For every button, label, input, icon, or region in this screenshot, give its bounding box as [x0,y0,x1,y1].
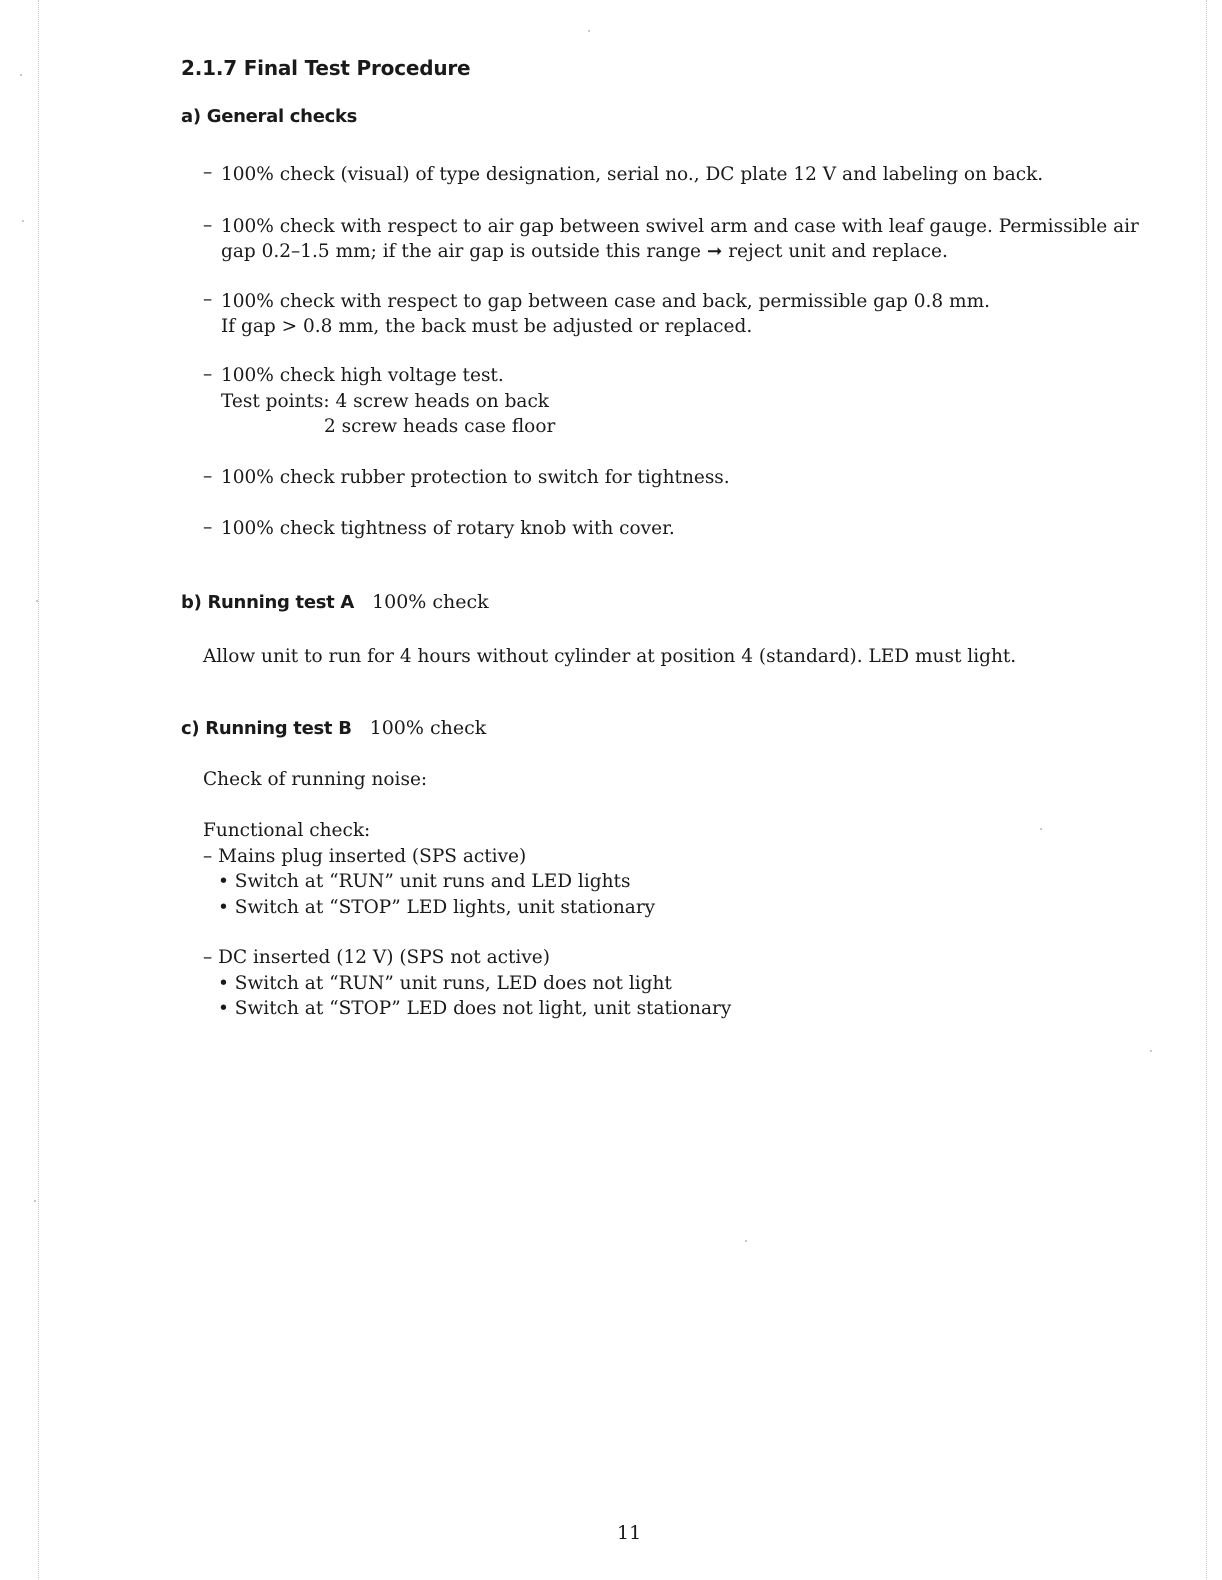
dash: – [203,215,213,236]
running-test-a-note: 100% check [372,591,489,613]
scan-edge-left [38,0,40,1580]
dash: – [203,517,213,538]
scan-speck [36,600,38,602]
item-line: Test points: 4 screw heads on back [221,391,550,412]
scan-speck [20,74,22,76]
item-line: 100% check with respect to air gap between swivel arm and case with leaf gauge. Permissible air [221,216,1139,237]
dash: – [203,289,213,310]
scan-speck [588,30,590,32]
item-line: gap 0.2–1.5 mm; if the air gap is outside this range ➞ reject unit and replace. [221,241,948,262]
dc-inserted-line: – DC inserted (12 V) (SPS not active) [203,947,550,968]
running-test-a-heading [181,591,489,613]
section-title: 2.1.7 Final Test Procedure [181,56,471,80]
scan-speck [22,220,24,222]
general-checks-heading: a) General checks [181,106,358,127]
item-line: 100% check tightness of rotary knob with cover. [221,518,675,539]
dash: – [203,466,213,487]
running-test-b-note: 100% check [369,717,487,739]
mains-plug-line: – Mains plug inserted (SPS active) [203,846,527,867]
scan-edge-right [1206,0,1208,1580]
item-line: 100% check with respect to gap between case and back, permissible gap 0.8 mm. [221,291,991,312]
running-test-a-label: b) Running test A [181,592,355,613]
running-test-a-text: Allow unit to run for 4 hours without cylinder at position 4 (standard). LED must light. [203,646,1017,667]
scan-speck [1150,1050,1152,1052]
item-line: 100% check high voltage test. [221,365,504,386]
mains-bullet-run: • Switch at “RUN” unit runs and LED lights [218,871,631,892]
running-test-b-label: c) Running test B [181,718,352,739]
item-line: 100% check rubber protection to switch for tightness. [221,467,730,488]
functional-check-text: Functional check: [203,820,371,841]
item-line: 2 screw heads case floor [324,416,556,437]
item-line: 100% check (visual) of type designation, serial no., DC plate 12 V and labeling on back. [221,164,1044,185]
item-line: If gap > 0.8 mm, the back must be adjusted or replaced. [221,316,753,337]
scan-speck [34,1200,36,1202]
scan-speck [1040,828,1042,830]
page-number: 11 [617,1522,642,1544]
dc-bullet-run: • Switch at “RUN” unit runs, LED does not light [218,973,672,994]
dc-bullet-stop: • Switch at “STOP” LED does not light, unit stationary [218,998,732,1019]
running-test-b-heading [181,717,486,739]
scan-speck [745,1240,747,1242]
dash: – [203,364,213,385]
running-noise-text: Check of running noise: [203,769,428,790]
dash: – [203,162,213,183]
mains-bullet-stop: • Switch at “STOP” LED lights, unit stationary [218,897,656,918]
